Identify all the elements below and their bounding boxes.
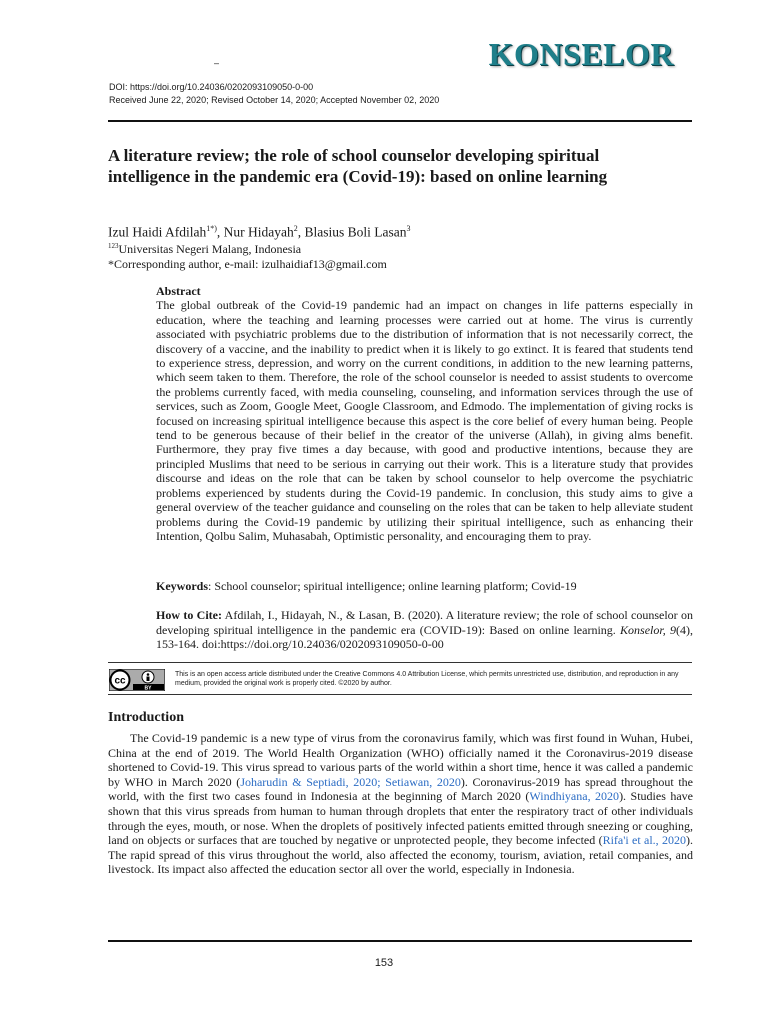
author-name: Blasius Boli Lasan — [304, 224, 407, 240]
keywords-text: : School counselor; spiritual intelligence; online learning platform; Covid-19 — [208, 579, 577, 593]
citation-link[interactable]: Windhiyana, 2020 — [529, 789, 620, 804]
cite-journal: Konselor, 9 — [620, 622, 676, 637]
author-sup: 1*) — [206, 224, 217, 233]
cite-label: How to Cite: — [156, 608, 222, 622]
header-rule — [108, 120, 692, 122]
cc-by-license-badge[interactable] — [109, 669, 165, 691]
license-text: This is an open access article distributed under the Creative Commons 4.0 Attribution License, which permits unrestricted use, distribution, and reproduction in any medium, provided the original work is properly cited. ©2020 by author. — [175, 671, 679, 687]
intro-text: ). The rapid spread of this virus throughout the world, also affected the economy, tourism, aviation, retail companies, and livestock. Its impact also affected the education sector all over the world, especially in Indonesia. — [108, 833, 693, 877]
how-to-cite — [156, 608, 693, 652]
doi-line[interactable]: DOI: https://doi.org/10.24036/0202093109050-0-00 — [109, 82, 314, 92]
author-list — [108, 224, 411, 241]
introduction-heading: Introduction — [108, 710, 184, 725]
article-title: A literature review; the role of school counselor developing spiritual intelligence in the pandemic era (Covid-19): based on online learning — [108, 146, 608, 186]
abstract-text: The global outbreak of the Covid-19 pandemic had an impact on changes in life patterns especially in education, where the teaching and learning processes were carried out at home. The virus is currently associated with psychiatric problems due to the distribution of information that is not necessarily correct, the discovery of a vaccine, and the inability to predict when it is likely to go extinct. It is feared that students tend to experience stress, depression, and worry on the current conditions, in addition to the new learning patterns, which seem taken to them. Therefore, the role of the school counselor is needed to assist students to overcome the problems currently faced, with media counseling, counseling, and information services through the use of services, such as Zoom, Google Meet, Google Classroom, and Edmodo. The implementation of giving rocks is focused on increasing spiritual intelligence because this aspect is the core belief of every human being. People tend to be generous because of their belief in the creator of the universe (Allah), in giving alms benefit. Furthermore, they pray five times a day because, with good and productive intentions, because they are principled Muslims that need to be serious in carrying out their work. This is a literature study that provides discourse and ideas on the role that can be taken by school counselor to help overcome the psychiatric problems experienced by students during the Covid-19 pandemic. In conclusion, this study aims to give a general overview of the teacher guidance and counseling on the roles that can be taken to help alleviate student problems during the Covid-19 pandemic by utilizing their spiritual intelligence, such as enhancing their Intention, Qolbu Salim, Muhasabah, Optimistic personality, and encouraging them to pray. — [156, 298, 693, 543]
intro-text: ). Coronavirus-2019 has spread throughout the world, with the first two cases found in Indonesia at the beginning of March 2020 ( — [108, 774, 694, 804]
person-head — [147, 673, 150, 676]
by-badge-text: BY — [144, 685, 152, 691]
keywords-label: Keywords — [156, 579, 208, 593]
license-rule-bottom — [108, 694, 692, 695]
author-name: Izul Haidi Afdilah — [108, 224, 207, 240]
author-sup: 3 — [406, 224, 411, 233]
person-body — [147, 677, 150, 682]
introduction-paragraph — [108, 731, 693, 877]
cite-text-a: Afdilah, I., Hidayah, N., & Lasan, B. (2020). A literature review; the role of school counselor on developing spiritual intelligence in the pandemic era (COVID-19): Based on online learning. — [156, 608, 693, 637]
affiliation — [108, 242, 301, 257]
affiliation-text: Universitas Negeri Malang, Indonesia — [118, 242, 302, 256]
corresponding-author: *Corresponding author, e-mail: izulhaidiaf13@gmail.com — [108, 257, 387, 271]
author-name: Nur Hidayah — [223, 224, 294, 240]
affiliation-sup: 123 — [108, 242, 119, 250]
received-dates: Received June 22, 2020; Revised October 14, 2020; Accepted November 02, 2020 — [109, 95, 440, 105]
cite-text-b[interactable]: (4), 153-164. doi:https://doi.org/10.24036/0202093109050-0-00 — [156, 622, 693, 651]
license-rule-top — [108, 662, 692, 663]
author-sep: , — [216, 224, 224, 240]
abstract-section — [156, 284, 693, 543]
footer-rule — [108, 940, 692, 942]
author-sup: 2 — [293, 224, 298, 233]
citation-link[interactable]: Joharudin & Septiadi, 2020; Setiawan, 2020 — [240, 774, 461, 789]
citation-link[interactable]: Rifa'i et al., 2020 — [602, 833, 686, 848]
header-dash: – — [214, 58, 220, 68]
author-sep: , — [297, 224, 305, 240]
page-number: 153 — [374, 957, 394, 969]
journal-logo: KONSELOR — [488, 36, 674, 72]
intro-text: The Covid-19 pandemic is a new type of virus from the coronavirus family, which was first found in Wuhan, Hubei, China at the end of 2019. The World Health Organization (WHO) officially named it the Coronavirus-2019 disease shortened to Covid-19. This virus spread to various parts of the world within a short time, hence it was called a pandemic by WHO in March 2020 ( — [108, 731, 693, 789]
keywords — [156, 579, 693, 594]
intro-text: ). Studies have shown that this virus spreads from human to human through droplets that enter the respiratory tract of other individuals through the eyes, mouth, or nose. When the droplets of positively infected patients emitted through sneezing or coughing, land on objects or surfaces that are touched by negative or unprotected people, they become infected ( — [108, 789, 694, 848]
abstract-heading: Abstract — [156, 284, 201, 298]
cc-badge-text: cc — [114, 675, 126, 687]
